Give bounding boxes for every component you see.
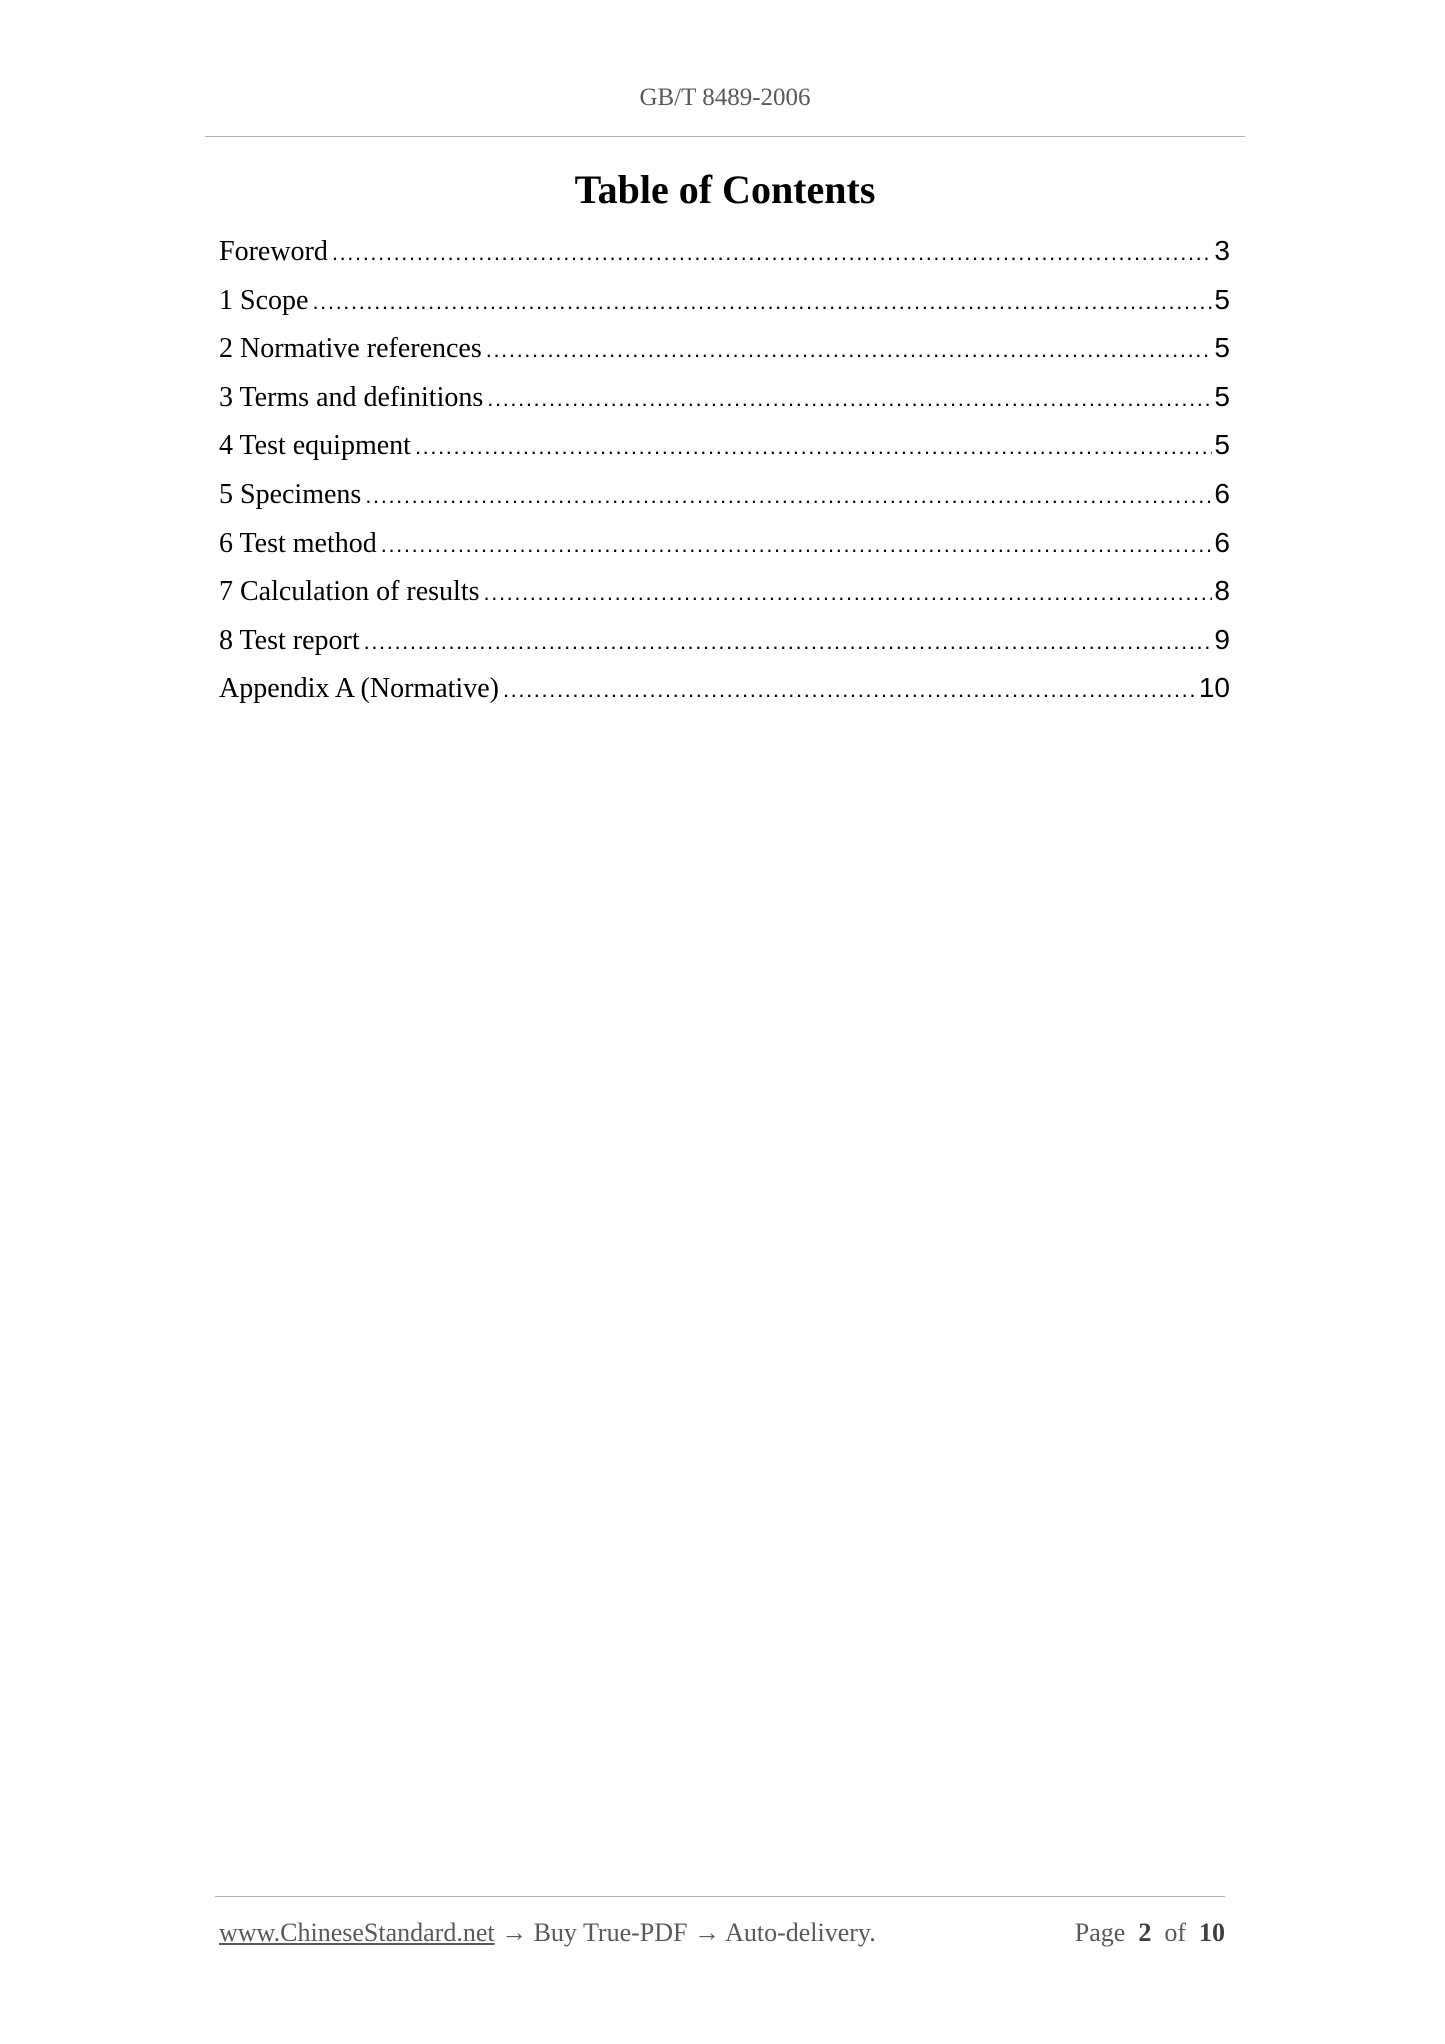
page-word: Page [1074,1918,1126,1947]
total-pages: 10 [1199,1918,1225,1947]
current-page: 2 [1138,1918,1152,1947]
toc-entry-label: 3 Terms and definitions [219,381,484,413]
toc-entry-page: 10 [1198,672,1230,704]
header-divider [205,136,1245,137]
toc-entry[interactable] [219,276,1230,325]
toc-dot-leader [486,326,1213,375]
toc-dot-leader [415,423,1212,472]
toc-entry[interactable] [219,227,1230,276]
toc-entry-label: 7 Calculation of results [219,576,480,608]
toc-dot-leader [364,618,1213,667]
page-footer [219,1918,1225,1948]
toc-entry-page: 6 [1214,526,1230,558]
website-link[interactable]: www.ChineseStandard.net [219,1918,495,1947]
footer-divider [215,1896,1225,1897]
toc-entry-page: 5 [1214,380,1230,412]
toc-entry[interactable] [219,567,1230,616]
toc-entry-page: 5 [1214,332,1230,364]
toc-entry-page: 5 [1214,283,1230,315]
toc-dot-leader [484,569,1213,618]
toc-entry-page: 5 [1214,429,1230,461]
toc-entry[interactable] [219,519,1230,568]
of-word: of [1164,1918,1186,1947]
toc-entry-page: 8 [1214,575,1230,607]
toc-entry[interactable] [219,373,1230,422]
toc-entry[interactable] [219,421,1230,470]
delivery-text: Auto-delivery. [725,1918,876,1947]
arrow-right-icon: → [694,1918,720,1947]
arrow-right-icon: → [501,1918,528,1947]
toc-entry-page: 3 [1214,235,1230,266]
toc-dot-leader [312,278,1212,327]
toc-entry-label: 1 Scope [219,284,309,316]
buy-text: Buy True-PDF [533,1918,688,1947]
toc-entry-label: Foreword [219,236,328,267]
toc-entry[interactable] [219,324,1230,373]
toc-title: Table of Contents [574,167,876,212]
toc-dot-leader [487,375,1212,424]
toc-entry[interactable] [219,470,1230,519]
toc-entry[interactable] [219,616,1230,665]
toc-entry-label: 5 Specimens [219,478,362,510]
table-of-contents [219,227,1230,713]
toc-entry[interactable] [219,664,1230,713]
toc-dot-leader [365,472,1212,521]
page-number [1075,1918,1225,1948]
toc-entry-label: 8 Test report [219,624,360,656]
footer-promo [219,1918,876,1948]
toc-dot-leader [332,229,1213,278]
toc-entry-label: 2 Normative references [219,333,482,365]
toc-entry-page: 9 [1214,623,1230,655]
document-code: GB/T 8489-2006 [639,84,811,111]
toc-dot-leader [381,521,1213,570]
toc-dot-leader [503,666,1197,715]
toc-entry-label: Appendix A (Normative) [219,673,499,705]
toc-entry-label: 6 Test method [219,527,377,559]
toc-entry-label: 4 Test equipment [219,430,411,462]
toc-entry-page: 6 [1214,477,1230,509]
